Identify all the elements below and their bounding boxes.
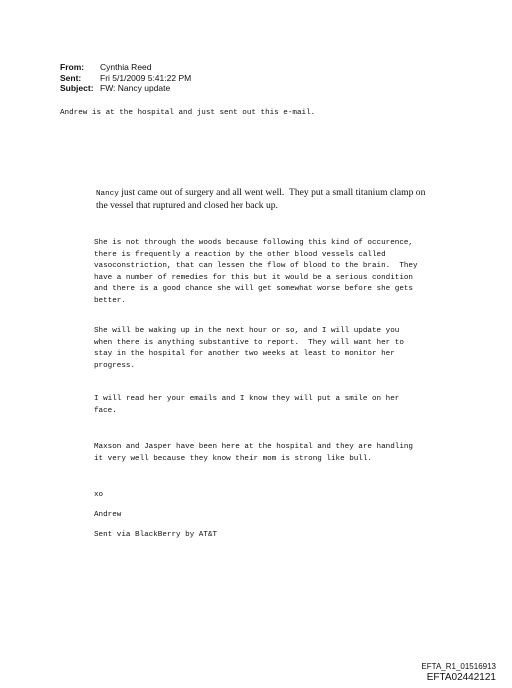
footer-id-2: EFTA02442121 (426, 672, 496, 683)
signoff-xo: xo (94, 491, 104, 499)
sent-label: Sent: (60, 72, 82, 83)
from-row (60, 62, 191, 73)
paragraph-4: Maxson and Jasper have been here at the hospital and they are handling it very well because they know their mom is strong like bull. (94, 443, 413, 463)
paragraph-3: I will read her your emails and I know they will put a smile on her face. (94, 395, 400, 415)
paragraph-2: She will be waking up in the next hour or so, and I will update you when there is anything substantive to report. They will want her to stay in the hospital for another two weeks at least to monitor her progress. (94, 327, 404, 370)
subject-value: FW: Nancy update (100, 83, 171, 93)
update-first-word: Nancy (96, 190, 119, 198)
update-line-1-rest: just came out of surgery and all went well. They put a small titanium clamp on (118, 187, 426, 198)
footer-id-1: EFTA_R1_01516913 (421, 662, 496, 671)
from-label: From: (60, 62, 85, 72)
paragraph-1: She is not through the woods because following this kind of occurence, there is frequently a reaction by the other blood vessels called vasoconstriction, that can lessen the flow of blood to the brain. They have a number of remedies for this but it would be a serious condition and there is a good chance she will get somewhat worse before she gets better. (94, 239, 418, 305)
sent-value: Fri 5/1/2009 5:41:22 PM (100, 72, 192, 83)
subject-label: Subject: (60, 83, 94, 93)
signoff-name: Andrew (94, 511, 122, 519)
subject-row (60, 83, 191, 94)
update-line-2: the vessel that ruptured and closed her back up. (96, 200, 278, 211)
sent-row (60, 73, 191, 84)
from-value: Cynthia Reed (100, 62, 152, 72)
email-header (60, 62, 191, 94)
intro-line: Andrew is at the hospital and just sent out this e-mail. (60, 109, 316, 117)
signoff-sent-via: Sent via BlackBerry by AT&T (94, 531, 218, 539)
